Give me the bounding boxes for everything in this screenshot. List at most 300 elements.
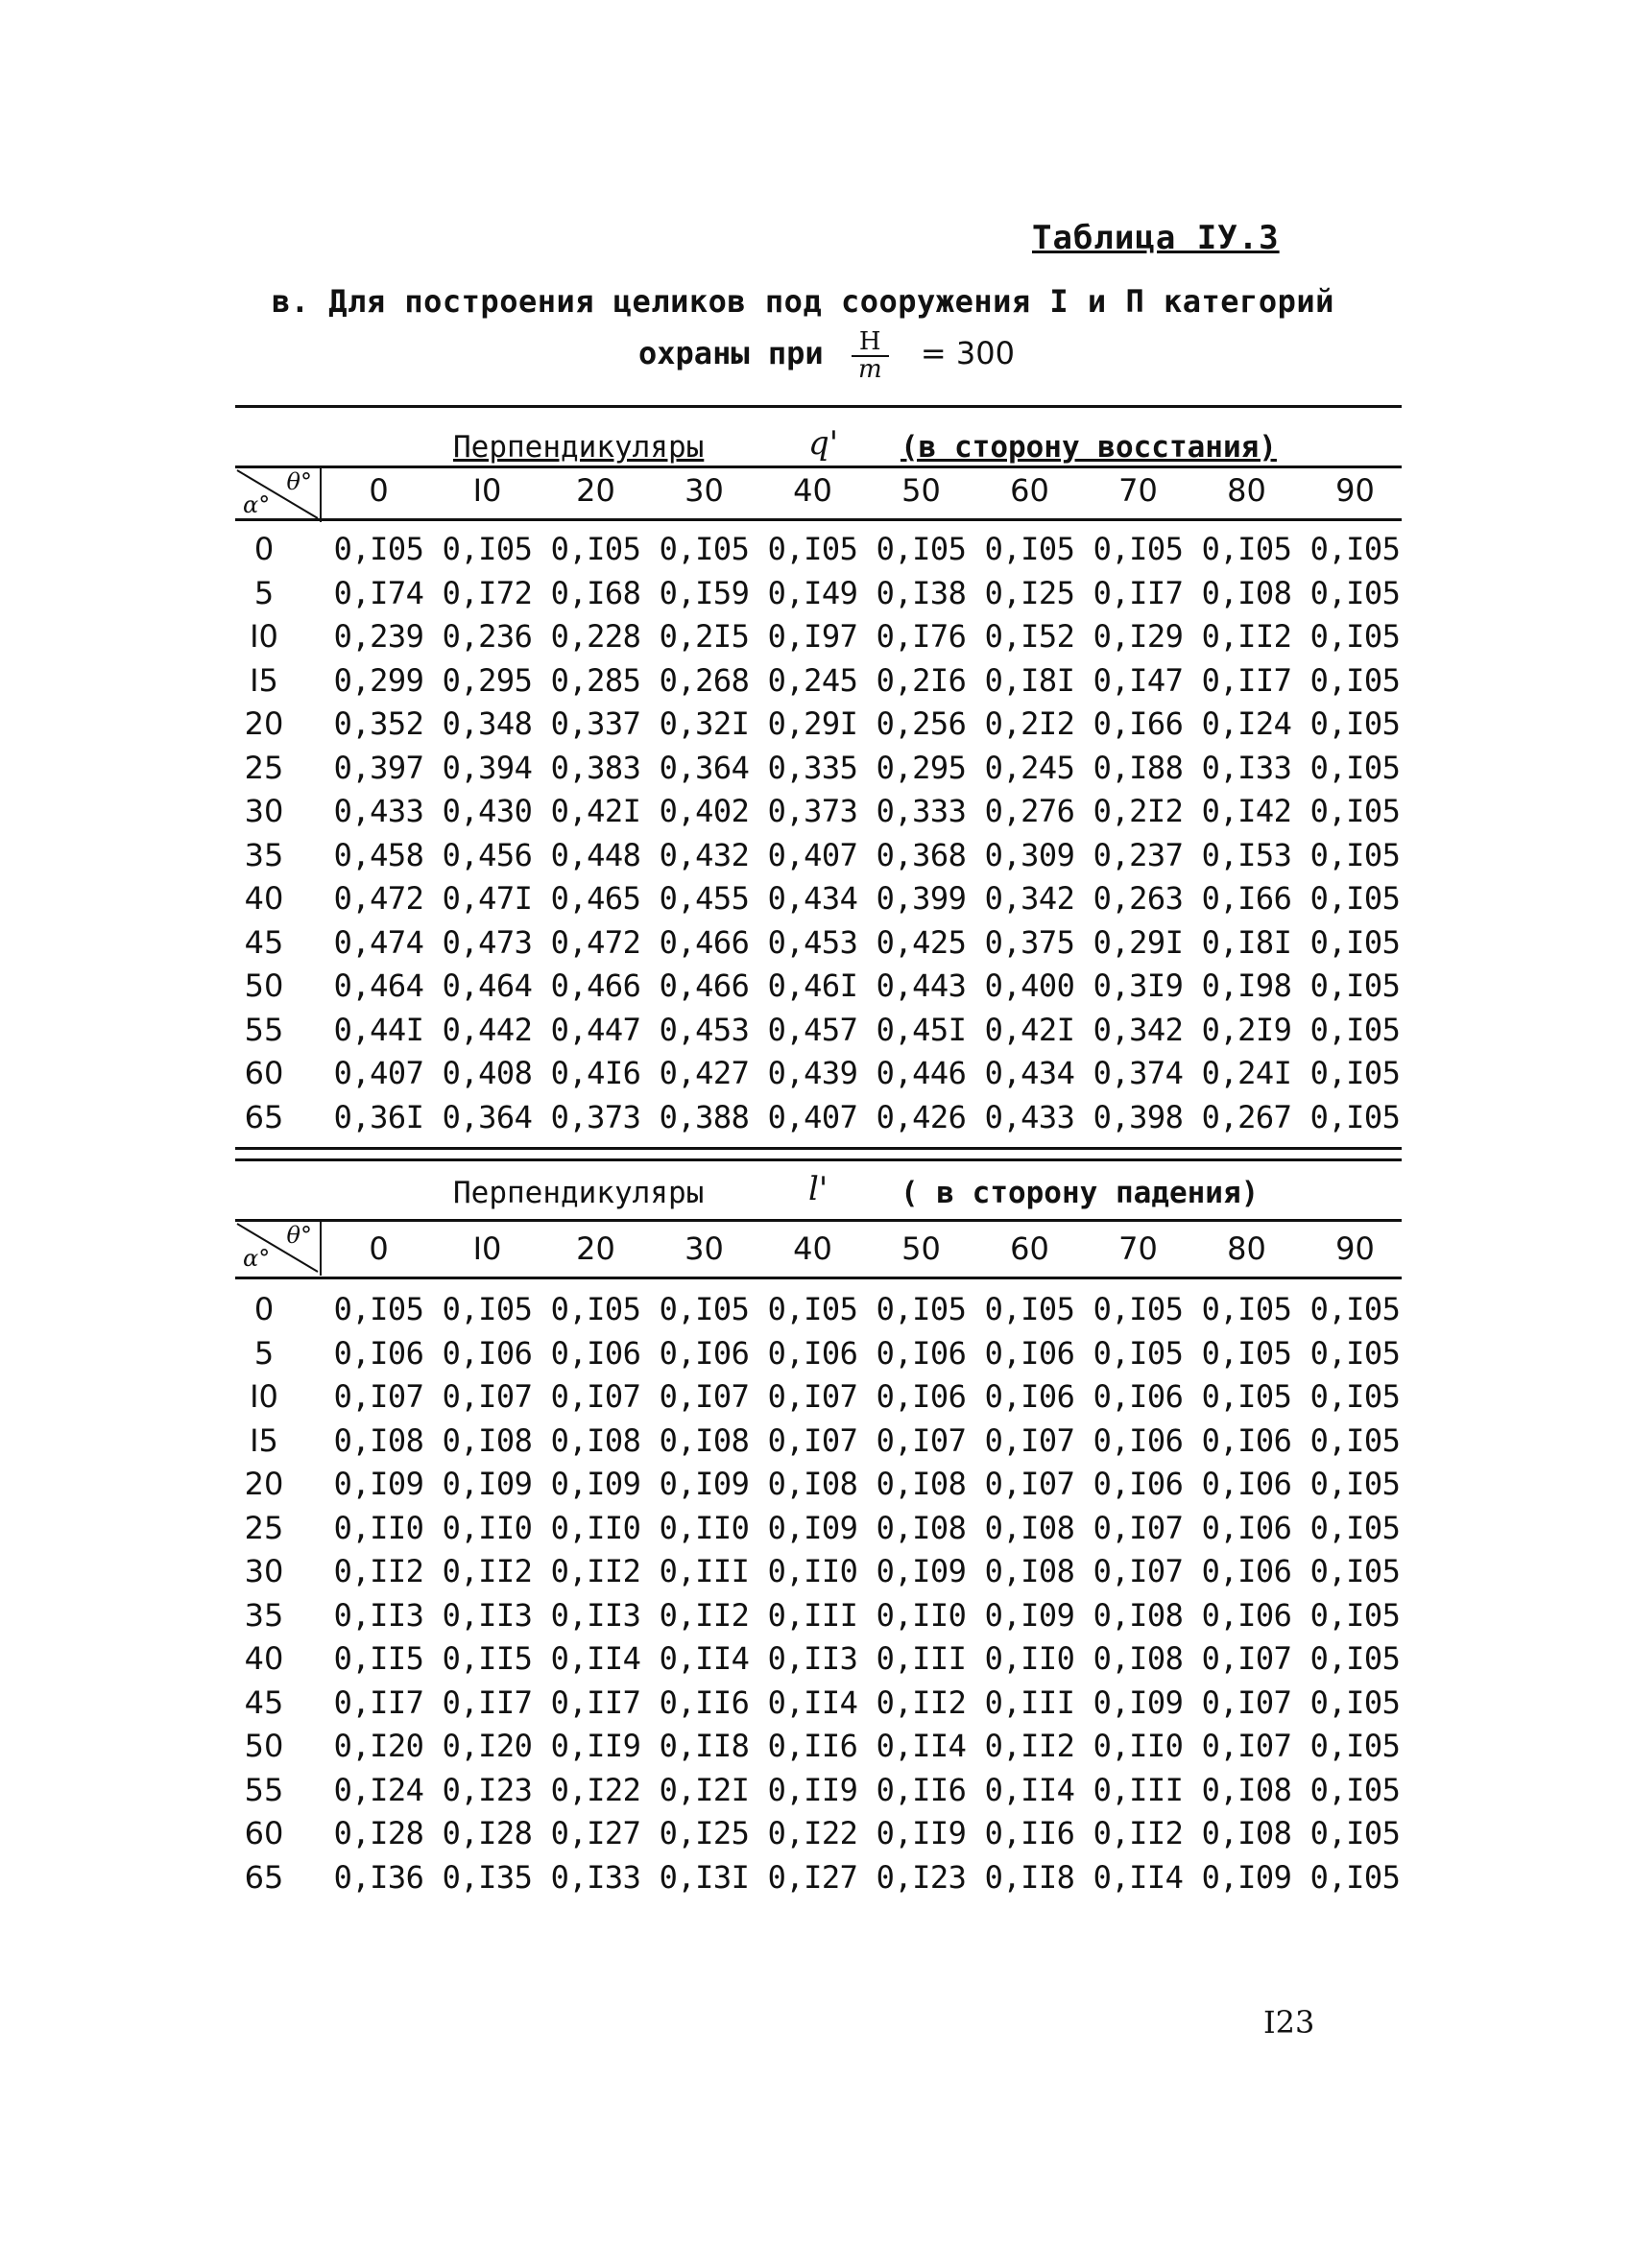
value-cell: 0,II6 — [984, 1815, 1075, 1851]
value-cell: 0,II9 — [876, 1815, 967, 1851]
value-cell: 0,464 — [333, 967, 424, 1004]
value-cell: 0,388 — [659, 1098, 750, 1135]
value-cell: 0,II8 — [984, 1858, 1075, 1896]
upper-header-rule — [235, 466, 1402, 468]
value-cell: 0,4I6 — [550, 1055, 641, 1091]
table-row — [235, 1055, 1402, 1099]
value-cell: 0,I05 — [1309, 705, 1401, 742]
alpha-cell: 0 — [253, 1291, 275, 1327]
value-cell: 0,II2 — [1093, 1815, 1184, 1851]
value-cell: 0,I23 — [876, 1858, 967, 1896]
value-cell: 0,2I9 — [1201, 1011, 1292, 1048]
value-cell: 0,I07 — [1093, 1509, 1184, 1546]
upper-title-right: (в сторону восстания) — [901, 430, 1277, 465]
value-cell: 0,I09 — [767, 1509, 858, 1546]
value-cell: 0,I07 — [1093, 1553, 1184, 1589]
value-cell: 0,I8I — [984, 661, 1075, 699]
tables-divider-1 — [235, 1147, 1402, 1150]
value-cell: 0,II0 — [984, 1640, 1075, 1677]
lower-table-body — [235, 1291, 1402, 1902]
value-cell: 0,I09 — [1093, 1683, 1184, 1721]
value-cell: 0,I27 — [550, 1815, 641, 1851]
value-cell: 0,466 — [550, 967, 641, 1004]
alpha-cell: 45 — [244, 1683, 284, 1721]
page-number: I23 — [1263, 2004, 1315, 2041]
value-cell: 0,443 — [876, 967, 967, 1004]
value-cell: 0,I05 — [1309, 1055, 1401, 1091]
value-cell: 0,I05 — [1201, 1378, 1292, 1415]
value-cell: 0,II5 — [442, 1640, 533, 1677]
value-cell: 0,453 — [767, 923, 858, 961]
value-cell: 0,I05 — [984, 1291, 1075, 1327]
value-cell: 0,448 — [550, 836, 641, 873]
theta-header-cell: 20 — [576, 472, 615, 509]
alpha-cell: 65 — [244, 1098, 284, 1135]
table-row — [235, 1553, 1402, 1597]
value-cell: 0,464 — [442, 967, 533, 1004]
value-cell: 0,I06 — [767, 1334, 858, 1372]
table-row — [235, 967, 1402, 1012]
value-cell: 0,I42 — [1201, 793, 1292, 829]
value-cell: 0,263 — [1093, 880, 1184, 917]
value-cell: 0,II4 — [767, 1683, 858, 1721]
value-cell: 0,402 — [659, 793, 750, 829]
table-row — [235, 924, 1402, 968]
value-cell: 0,II4 — [550, 1640, 641, 1677]
value-cell: 0,32I — [659, 705, 750, 742]
value-cell: 0,II7 — [442, 1683, 533, 1721]
value-cell: 0,I05 — [767, 531, 858, 567]
value-cell: 0,II0 — [1093, 1728, 1184, 1764]
alpha-cell: 60 — [244, 1055, 284, 1091]
value-cell: 0,II9 — [767, 1771, 858, 1808]
value-cell: 0,I09 — [442, 1466, 533, 1502]
table-row — [235, 1510, 1402, 1554]
value-cell: 0,I05 — [1309, 967, 1401, 1004]
value-cell: 0,I07 — [767, 1378, 858, 1415]
value-cell: 0,I05 — [1309, 1011, 1401, 1048]
value-cell: 0,I22 — [767, 1815, 858, 1851]
value-cell: 0,I76 — [876, 618, 967, 655]
value-cell: 0,407 — [767, 1098, 858, 1135]
value-cell: 0,I08 — [1201, 1815, 1292, 1851]
value-cell: 0,I05 — [1309, 1683, 1401, 1721]
alpha-cell: 45 — [244, 923, 284, 961]
alpha-cell: I0 — [250, 618, 278, 655]
value-cell: 0,III — [1093, 1771, 1184, 1808]
theta-header-cell: 60 — [1010, 1230, 1049, 1267]
table-row — [235, 1335, 1402, 1379]
value-cell: 0,I23 — [442, 1771, 533, 1808]
value-cell: 0,47I — [442, 880, 533, 917]
value-cell: 0,II7 — [1093, 574, 1184, 611]
value-cell: 0,I24 — [333, 1771, 424, 1808]
table-row — [235, 1422, 1402, 1467]
value-cell: 0,I53 — [1201, 836, 1292, 873]
fraction-denominator: m — [857, 355, 882, 384]
alpha-cell: 25 — [244, 749, 284, 786]
value-cell: 0,I05 — [442, 1291, 533, 1327]
value-cell: 0,I07 — [659, 1378, 750, 1415]
alpha-cell: 25 — [244, 1509, 284, 1546]
value-cell: 0,I05 — [1201, 1291, 1292, 1327]
value-cell: 0,I06 — [1093, 1421, 1184, 1459]
value-cell: 0,442 — [442, 1011, 533, 1048]
value-cell: 0,458 — [333, 836, 424, 873]
value-cell: 0,II6 — [767, 1728, 858, 1764]
value-cell: 0,228 — [550, 618, 641, 655]
value-cell: 0,I08 — [442, 1421, 533, 1459]
alpha-cell: 55 — [244, 1011, 284, 1048]
value-cell: 0,I05 — [1309, 880, 1401, 917]
value-cell: 0,I07 — [1201, 1728, 1292, 1764]
value-cell: 0,29I — [1093, 923, 1184, 961]
value-cell: 0,I59 — [659, 574, 750, 611]
value-cell: 0,348 — [442, 705, 533, 742]
subtitle-line-2 — [638, 328, 1015, 382]
alpha-cell: 40 — [244, 880, 284, 917]
value-cell: 0,383 — [550, 749, 641, 786]
value-cell: 0,I05 — [876, 1291, 967, 1327]
value-cell: 0,457 — [767, 1011, 858, 1048]
value-cell: 0,I49 — [767, 574, 858, 611]
value-cell: 0,I07 — [984, 1466, 1075, 1502]
value-cell: 0,I25 — [984, 574, 1075, 611]
upper-title-symbol: q' — [808, 424, 839, 463]
value-cell: 0,276 — [984, 793, 1075, 829]
value-cell: 0,I05 — [984, 531, 1075, 567]
value-cell: 0,408 — [442, 1055, 533, 1091]
value-cell: 0,II8 — [659, 1728, 750, 1764]
value-cell: 0,I08 — [1093, 1640, 1184, 1677]
value-cell: 0,407 — [767, 836, 858, 873]
theta-header-cell: 20 — [576, 1230, 615, 1267]
value-cell: 0,I74 — [333, 574, 424, 611]
value-cell: 0,I22 — [550, 1771, 641, 1808]
value-cell: 0,245 — [767, 661, 858, 699]
value-cell: 0,I06 — [1201, 1509, 1292, 1546]
value-cell: 0,I08 — [876, 1466, 967, 1502]
value-cell: 0,II6 — [876, 1771, 967, 1808]
theta-header-cell: 40 — [793, 472, 832, 509]
value-cell: 0,I05 — [1201, 1334, 1292, 1372]
value-cell: 0,236 — [442, 618, 533, 655]
value-cell: 0,256 — [876, 705, 967, 742]
value-cell: 0,III — [984, 1683, 1075, 1721]
value-cell: 0,III — [876, 1640, 967, 1677]
value-cell: 0,42I — [984, 1011, 1075, 1048]
value-cell: 0,I05 — [1309, 749, 1401, 786]
table-row — [235, 575, 1402, 619]
value-cell: 0,II2 — [1201, 618, 1292, 655]
value-cell: 0,I05 — [1201, 531, 1292, 567]
value-cell: 0,I8I — [1201, 923, 1292, 961]
value-cell: 0,I05 — [1309, 574, 1401, 611]
value-cell: 0,I05 — [1309, 923, 1401, 961]
alpha-cell: 20 — [244, 1466, 284, 1502]
value-cell: 0,II0 — [659, 1509, 750, 1546]
value-cell: 0,I05 — [1309, 1858, 1401, 1896]
theta-header-cell: 50 — [901, 472, 941, 509]
value-cell: 0,237 — [1093, 836, 1184, 873]
value-cell: 0,474 — [333, 923, 424, 961]
value-cell: 0,I05 — [1309, 531, 1401, 567]
value-cell: 0,I3I — [659, 1858, 750, 1896]
value-cell: 0,I05 — [1309, 1728, 1401, 1764]
value-cell: 0,473 — [442, 923, 533, 961]
value-cell: 0,I06 — [1201, 1466, 1292, 1502]
value-cell: 0,I06 — [659, 1334, 750, 1372]
theta-header-cell: I0 — [472, 472, 502, 509]
value-cell: 0,439 — [767, 1055, 858, 1091]
value-cell: 0,I07 — [550, 1378, 641, 1415]
value-cell: 0,I06 — [876, 1378, 967, 1415]
table-row — [235, 793, 1402, 837]
ratio-value: = 300 — [920, 335, 1015, 371]
value-cell: 0,I09 — [1201, 1858, 1292, 1896]
value-cell: 0,II2 — [659, 1596, 750, 1634]
theta-header-cell: 80 — [1227, 1230, 1266, 1267]
value-cell: 0,373 — [767, 793, 858, 829]
value-cell: 0,466 — [659, 923, 750, 961]
upper-table-top-rule — [235, 405, 1402, 408]
value-cell: 0,I07 — [767, 1421, 858, 1459]
theta-header-cell: 60 — [1010, 472, 1049, 509]
value-cell: 0,427 — [659, 1055, 750, 1091]
value-cell: 0,I06 — [1093, 1466, 1184, 1502]
alpha-cell: 0 — [253, 531, 275, 567]
value-cell: 0,2I2 — [1093, 793, 1184, 829]
value-cell: 0,I05 — [1309, 1378, 1401, 1415]
value-cell: 0,I06 — [876, 1334, 967, 1372]
theta-header-cell: 90 — [1335, 1230, 1375, 1267]
value-cell: 0,446 — [876, 1055, 967, 1091]
value-cell: 0,44I — [333, 1011, 424, 1048]
theta-header-cell: 90 — [1335, 472, 1375, 509]
value-cell: 0,368 — [876, 836, 967, 873]
alpha-axis-label: α° — [243, 491, 271, 518]
value-cell: 0,I06 — [984, 1334, 1075, 1372]
value-cell: 0,II2 — [442, 1553, 533, 1589]
table-row — [235, 880, 1402, 924]
value-cell: 0,397 — [333, 749, 424, 786]
value-cell: 0,I07 — [333, 1378, 424, 1415]
table-row — [235, 1859, 1402, 1903]
alpha-cell: 65 — [244, 1858, 284, 1896]
value-cell: 0,374 — [1093, 1055, 1184, 1091]
value-cell: 0,I06 — [333, 1334, 424, 1372]
value-cell: 0,426 — [876, 1098, 967, 1135]
value-cell: 0,I06 — [442, 1334, 533, 1372]
table-row — [235, 1099, 1402, 1143]
upper-title-left: Перпендикуляры — [453, 430, 705, 465]
value-cell: 0,I06 — [1201, 1421, 1292, 1459]
theta-axis-label: θ° — [286, 468, 312, 495]
value-cell: 0,I06 — [984, 1378, 1075, 1415]
value-cell: 0,285 — [550, 661, 641, 699]
value-cell: 0,I05 — [1309, 1815, 1401, 1851]
alpha-cell: 5 — [253, 1334, 275, 1372]
value-cell: 0,342 — [984, 880, 1075, 917]
value-cell: 0,I66 — [1093, 705, 1184, 742]
value-cell: 0,2I5 — [659, 618, 750, 655]
value-cell: 0,I98 — [1201, 967, 1292, 1004]
theta-header-cell: 0 — [369, 1230, 389, 1267]
value-cell: 0,373 — [550, 1098, 641, 1135]
alpha-cell: 60 — [244, 1815, 284, 1851]
value-cell: 0,472 — [550, 923, 641, 961]
ratio-fraction — [852, 328, 889, 382]
value-cell: 0,I05 — [333, 531, 424, 567]
value-cell: 0,I27 — [767, 1858, 858, 1896]
value-cell: 0,I05 — [1309, 1466, 1401, 1502]
value-cell: 0,407 — [333, 1055, 424, 1091]
subtitle-prefix: охраны при — [638, 335, 824, 371]
value-cell: 0,425 — [876, 923, 967, 961]
value-cell: 0,472 — [333, 880, 424, 917]
value-cell: 0,II9 — [550, 1728, 641, 1764]
value-cell: 0,I07 — [876, 1421, 967, 1459]
value-cell: 0,455 — [659, 880, 750, 917]
value-cell: 0,I06 — [1201, 1553, 1292, 1589]
value-cell: 0,I06 — [1093, 1378, 1184, 1415]
alpha-cell: 30 — [244, 1553, 284, 1589]
table-row — [235, 1378, 1402, 1422]
value-cell: 0,433 — [333, 793, 424, 829]
theta-header-cell: 70 — [1118, 1230, 1158, 1267]
lower-title-right: ( в сторону падения) — [901, 1176, 1260, 1210]
value-cell: 0,465 — [550, 880, 641, 917]
upper-corner-cell — [235, 468, 320, 520]
value-cell: 0,267 — [1201, 1098, 1292, 1135]
lower-title-left: Перпендикуляры — [453, 1176, 705, 1210]
value-cell: 0,432 — [659, 836, 750, 873]
table-label: Таблица IУ.3 — [1032, 219, 1280, 257]
value-cell: 0,I68 — [550, 574, 641, 611]
value-cell: 0,299 — [333, 661, 424, 699]
value-cell: 0,I08 — [550, 1421, 641, 1459]
value-cell: 0,I05 — [1309, 618, 1401, 655]
value-cell: 0,II2 — [876, 1683, 967, 1721]
value-cell: 0,III — [767, 1596, 858, 1634]
value-cell: 0,I07 — [1201, 1640, 1292, 1677]
value-cell: 0,I24 — [1201, 705, 1292, 742]
alpha-cell: 20 — [244, 705, 284, 742]
value-cell: 0,434 — [767, 880, 858, 917]
value-cell: 0,II4 — [876, 1728, 967, 1764]
value-cell: 0,I07 — [1201, 1683, 1292, 1721]
table-row — [235, 837, 1402, 881]
alpha-cell: 35 — [244, 1596, 284, 1634]
value-cell: 0,46I — [767, 967, 858, 1004]
value-cell: 0,I08 — [876, 1509, 967, 1546]
value-cell: 0,399 — [876, 880, 967, 917]
lower-corner-cell — [235, 1222, 320, 1274]
value-cell: 0,309 — [984, 836, 1075, 873]
alpha-cell: I0 — [250, 1378, 278, 1415]
value-cell: 0,I08 — [767, 1466, 858, 1502]
alpha-cell: 50 — [244, 967, 284, 1004]
theta-axis-label: θ° — [286, 1222, 312, 1249]
table-row — [235, 1815, 1402, 1859]
value-cell: 0,394 — [442, 749, 533, 786]
value-cell: 0,I05 — [659, 531, 750, 567]
table-row — [235, 1772, 1402, 1816]
value-cell: 0,II0 — [333, 1509, 424, 1546]
value-cell: 0,342 — [1093, 1011, 1184, 1048]
value-cell: 0,I08 — [1093, 1596, 1184, 1634]
value-cell: 0,335 — [767, 749, 858, 786]
alpha-cell: 40 — [244, 1640, 284, 1677]
value-cell: 0,I09 — [659, 1466, 750, 1502]
value-cell: 0,I08 — [659, 1421, 750, 1459]
value-cell: 0,I28 — [333, 1815, 424, 1851]
table-row — [235, 1728, 1402, 1772]
value-cell: 0,I05 — [1309, 1291, 1401, 1327]
value-cell: 0,268 — [659, 661, 750, 699]
value-cell: 0,2I2 — [984, 705, 1075, 742]
lower-theta-header-row — [322, 1230, 1402, 1278]
value-cell: 0,I05 — [1309, 1098, 1401, 1135]
alpha-cell: 30 — [244, 793, 284, 829]
value-cell: 0,I05 — [1309, 661, 1401, 699]
value-cell: 0,I05 — [550, 531, 641, 567]
subtitle-line-1: в. Для построения целиков под сооружения I и П категорий — [272, 283, 1334, 320]
value-cell: 0,I33 — [1201, 749, 1292, 786]
value-cell: 0,I20 — [333, 1728, 424, 1764]
value-cell: 0,II4 — [659, 1640, 750, 1677]
value-cell: 0,295 — [442, 661, 533, 699]
value-cell: 0,I47 — [1093, 661, 1184, 699]
value-cell: 0,36I — [333, 1098, 424, 1135]
value-cell: 0,II7 — [333, 1683, 424, 1721]
value-cell: 0,I05 — [876, 531, 967, 567]
value-cell: 0,II6 — [659, 1683, 750, 1721]
table-row — [235, 750, 1402, 794]
value-cell: 0,I05 — [1309, 1771, 1401, 1808]
value-cell: 0,398 — [1093, 1098, 1184, 1135]
value-cell: 0,I35 — [442, 1858, 533, 1896]
value-cell: 0,II2 — [550, 1553, 641, 1589]
table-row — [235, 1684, 1402, 1729]
table-row — [235, 662, 1402, 706]
value-cell: 0,456 — [442, 836, 533, 873]
value-cell: 0,II3 — [442, 1596, 533, 1634]
value-cell: 0,I05 — [550, 1291, 641, 1327]
value-cell: 0,I09 — [984, 1596, 1075, 1634]
value-cell: 0,II7 — [1201, 661, 1292, 699]
value-cell: 0,295 — [876, 749, 967, 786]
table-row — [235, 1640, 1402, 1684]
value-cell: 0,I38 — [876, 574, 967, 611]
alpha-cell: I5 — [250, 1421, 278, 1459]
alpha-cell: 55 — [244, 1771, 284, 1808]
value-cell: 0,I2I — [659, 1771, 750, 1808]
value-cell: 0,I05 — [1093, 1291, 1184, 1327]
value-cell: 0,I36 — [333, 1858, 424, 1896]
value-cell: 0,II4 — [1093, 1858, 1184, 1896]
value-cell: 0,I05 — [1309, 1553, 1401, 1589]
lower-columns-rule — [235, 1277, 1402, 1279]
table-row — [235, 705, 1402, 750]
value-cell: 0,I05 — [1093, 531, 1184, 567]
lower-header-rule — [235, 1219, 1402, 1222]
value-cell: 0,I06 — [550, 1334, 641, 1372]
value-cell: 0,3I9 — [1093, 967, 1184, 1004]
value-cell: 0,430 — [442, 793, 533, 829]
value-cell: 0,466 — [659, 967, 750, 1004]
value-cell: 0,352 — [333, 705, 424, 742]
